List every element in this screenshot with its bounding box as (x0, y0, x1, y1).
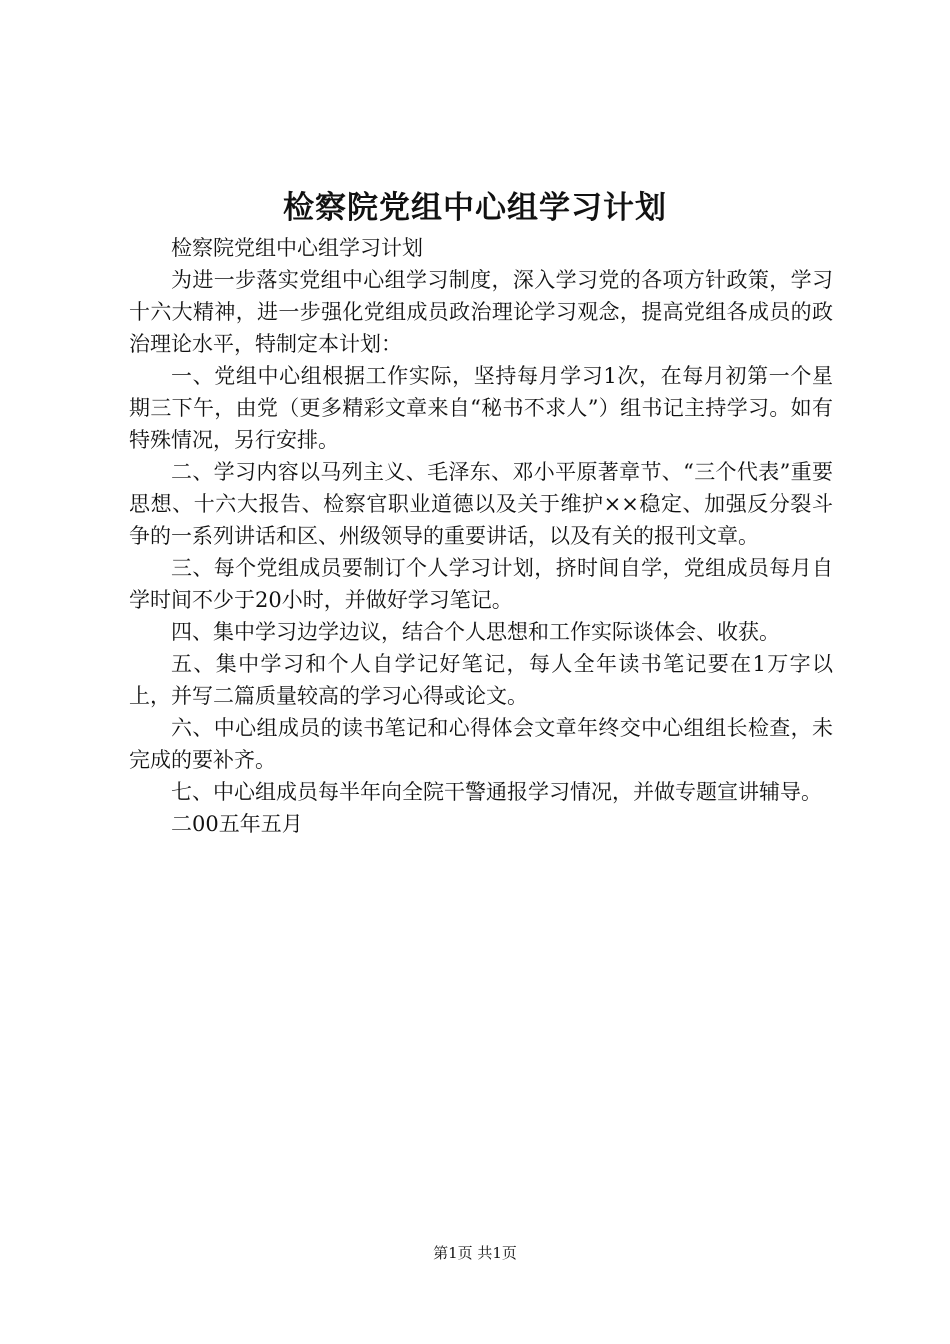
paragraph-item-1: 一、党组中心组根据工作实际，坚持每月学习1次，在每月初第一个星期三下午，由党（更多精彩文章来自“秘书不求人”）组书记主持学习。如有特殊情况，另行安排。 (129, 364, 833, 452)
paragraph-item-4: 四、集中学习边学边议，结合个人思想和工作实际谈体会、收获。 (171, 620, 780, 644)
paragraph-item-2: 二、学习内容以马列主义、毛泽东、邓小平原著章节、“三个代表”重要思想、十六大报告、检察官职业道德以及关于维护××稳定、加强反分裂斗争的一系列讲话和区、州级领导的重要讲话，以及有关的报刊文章。 (129, 460, 833, 548)
document-body (129, 232, 833, 840)
paragraph-item-6: 六、中心组成员的读书笔记和心得体会文章年终交中心组组长检查，未完成的要补齐。 (129, 716, 833, 772)
paragraph-item-7: 七、中心组成员每半年向全院干警通报学习情况，并做专题宣讲辅导。 (171, 780, 822, 804)
paragraph-item-3: 三、每个党组成员要制订个人学习计划，挤时间自学，党组成员每月自学时间不少于20小时，并做好学习笔记。 (129, 556, 833, 612)
document-date: 二00五年五月 (171, 812, 303, 836)
paragraph-intro: 为进一步落实党组中心组学习制度，深入学习党的各项方针政策，学习十六大精神，进一步强化党组成员政治理论学习观念，提高党组各成员的政治理论水平，特制定本计划： (129, 268, 833, 356)
paragraph-item-5: 五、集中学习和个人自学记好笔记，每人全年读书笔记要在1万字以上，并写二篇质量较高的学习心得或论文。 (129, 652, 833, 708)
paragraph-heading: 检察院党组中心组学习计划 (171, 236, 423, 260)
document-title: 检察院党组中心组学习计划 (283, 190, 667, 226)
page-number-footer: 第1页 共1页 (433, 1244, 517, 1262)
